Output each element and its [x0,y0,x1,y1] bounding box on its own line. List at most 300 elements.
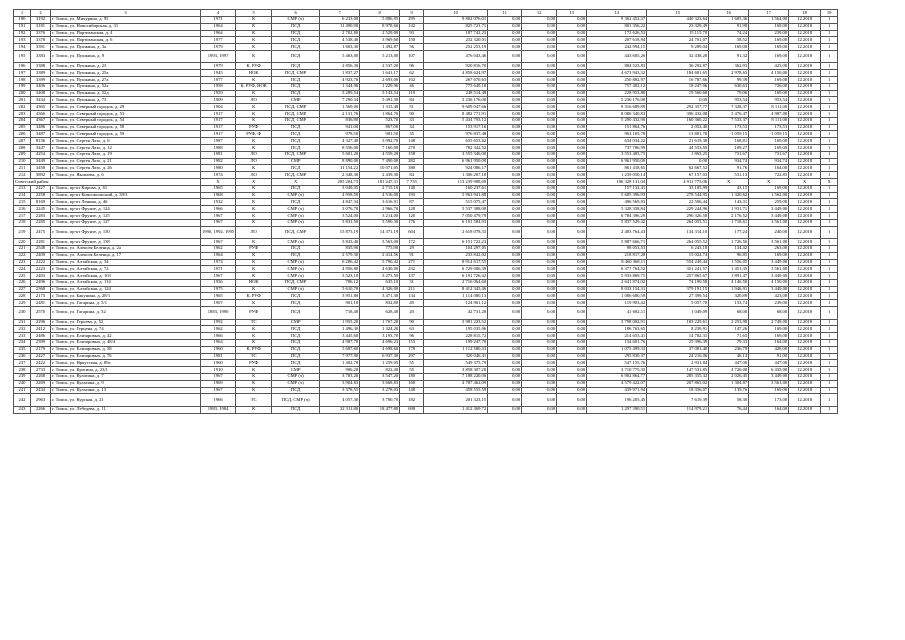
table-cell: 867,00 [360,124,400,131]
table-cell: 1 049,09 [647,307,709,320]
table-cell: 0,00 [557,104,587,111]
table-cell: 0,00 [522,206,557,213]
table-cell: 4 146,50 [709,279,749,286]
table-cell: 0,00 [488,266,522,273]
table-cell: 0,00 [522,70,557,77]
table-cell: К [236,185,272,192]
table-cell: 2 715,10 [360,185,400,192]
table-cell: 6 233,00 [320,17,360,24]
table-cell: 9 802 076,01 [424,17,488,24]
table-cell: 1965 [201,185,236,192]
table-cell: 0,00 [522,387,557,394]
table-cell: 934,74 [709,158,749,165]
table-cell: 2283 [31,213,51,220]
table-cell: 7 977,90 [320,353,360,360]
table-cell: 7 188 220,00 [424,373,488,380]
table-row [14,406,838,413]
table-cell: 4367 [31,117,51,124]
table-cell: 0,00 [522,63,557,70]
table-cell: 7 160,00 [360,145,400,152]
table-cell: 236 [14,353,31,360]
table-cell: ПСД [272,360,320,367]
table-cell: 96 [400,333,424,340]
table-cell: К [236,380,272,387]
table-cell: 1 [821,252,838,259]
table-cell: 782 342,52 [424,145,488,152]
table-cell: 12.2018 [789,293,821,300]
table-row [14,172,838,179]
table-cell: 12.2018 [789,199,821,206]
table-cell: 0,00 [488,172,522,179]
table-cell: 31 [400,279,424,286]
table-cell: 42 731,20 [424,307,488,320]
table-cell: 1969 [201,380,236,387]
table-cell: 2427 [31,185,51,192]
table-cell: Х [272,179,320,186]
table-cell: 1945 [201,70,236,77]
table-cell: 731,67 [709,151,749,158]
table-cell: 0,00 [488,83,522,90]
table-cell: 0,00 [522,300,557,307]
table-cell: 1 [821,23,838,30]
table-cell: 67 157,03 [647,172,709,179]
table-cell: 3192 [31,17,51,24]
table-cell: 496 569,03 [587,199,647,206]
table-cell: 3 378,55 [320,387,360,394]
table-cell: 379 191,15 [647,286,709,293]
table-cell: 169,00 [749,23,789,30]
table-cell: г. Томск, ул. Партизанская, д. 6 [51,37,201,44]
table-row [14,185,838,192]
table-row [14,213,838,220]
table-cell: 1 [821,117,838,124]
table-cell: г. Томск, ул. Алтайская, д. 124 [51,286,201,293]
table-cell: 96,85 [709,252,749,259]
table-cell: 18 356,07 [647,387,709,394]
table-cell: 90 [400,111,424,118]
table-cell: ПСД [272,326,320,333]
table-cell: 233 [14,333,31,340]
table-cell: 1964 [201,30,236,37]
table-cell: 7 533,37 [709,117,749,124]
table-cell: 0,00 [557,172,587,179]
table-cell: г. Томск, ул. Алтайская, д. 103 [51,273,201,280]
table-cell: 12.2018 [789,50,821,63]
table-cell: 2175 [31,293,51,300]
table-row [14,206,838,213]
table-cell: 635,10 [360,279,400,286]
table-cell: 0,00 [488,185,522,192]
table-cell: 0,00 [557,300,587,307]
table-cell: 27 399,54 [647,293,709,300]
table-cell: 1 086 680,59 [587,293,647,300]
table-cell: 12.2018 [789,23,821,30]
table-cell: 0,00 [557,394,587,407]
table-cell: 12.2018 [789,326,821,333]
table-cell: 169,00 [709,44,749,51]
table-cell: К [236,333,272,340]
table-cell: 901,50 [360,131,400,138]
table-cell: 12.2018 [789,273,821,280]
table-cell: ПСД [272,307,320,320]
table-cell: ТС [236,319,272,326]
table-cell: 181 247,31 [360,179,400,186]
table-cell: 16 787,66 [647,77,709,84]
table-cell: 196 205,45 [587,394,647,407]
table-cell: Х [821,179,838,186]
table-cell: 90 [400,319,424,326]
table-cell: 190 [14,17,31,24]
table-cell: 1909 [201,97,236,104]
table-cell: СМР [272,367,320,374]
table-cell: ПСД [272,83,320,90]
table-cell: 8169 [31,199,51,206]
table-cell: г. Томск, ул. Красина, д. 23/1 [51,367,201,374]
table-cell: 231 [14,319,31,326]
table-cell: г. Томск, пр-кт Кирова, д. 61 [51,185,201,192]
table-cell: 1977 [201,37,236,44]
table-row [14,353,838,360]
table-cell: 219 [14,226,31,239]
table-cell: 0,00 [488,319,522,326]
table-cell: 737 786,99 [587,145,647,152]
table-cell: 106 328 131,04 [587,179,647,186]
table-cell: СМР (ч) [272,373,320,380]
table-cell: 232 [14,326,31,333]
table-cell: 1 931,71 [709,206,749,213]
table-cell: ПСД [272,185,320,192]
table-cell: 3486 [31,124,51,131]
table-cell: г. Томск, ул. Партизанская, д. 4 [51,30,201,37]
table-cell: 4 987,00 [749,111,789,118]
table-cell: 1959 [201,90,236,97]
table-cell: 6 784 396,29 [587,213,647,220]
table-cell: 1960 [201,346,236,353]
table-cell: 12.2018 [789,360,821,367]
table-cell: 239,00 [749,300,789,307]
table-cell: 0,00 [557,373,587,380]
table-cell: 8 914 617,55 [424,259,488,266]
table-cell: 8136 [31,138,51,145]
column-number-cell: 13 [557,10,587,17]
column-number-cell: 9 [400,10,424,17]
table-cell: 718,40 [320,307,360,320]
table-cell: 7 755 [400,179,424,186]
table-cell: 20 [400,307,424,320]
table-cell: 1 [821,50,838,63]
table-cell: 12.2018 [789,387,821,394]
table-cell: г. Томск, ул. Героева, д. 52 [51,319,201,326]
table-cell: 0,00 [488,286,522,293]
table-cell: 15 115,70 [647,30,709,37]
table-cell: 296 326,50 [647,213,709,220]
table-cell: 15 875,19 [320,226,360,239]
table-cell: 0,00 [488,252,522,259]
table-cell: 0,00 [557,319,587,326]
table-cell: 210 [14,158,31,165]
table-cell: 0,00 [488,63,522,70]
table-cell: ПСД [272,406,320,413]
table-cell: г. Томск, ул. Кулагина, д. 9 [51,380,201,387]
table-cell: 12.2018 [789,138,821,145]
table-row [14,387,838,394]
table-cell: 13 801,70 [647,131,709,138]
table-cell: 1917 [201,131,236,138]
table-cell: 0,00 [522,226,557,239]
table-row [14,192,838,199]
table-cell: 901,10 [320,300,360,307]
table-cell: 3 449,00 [749,286,789,293]
table-cell: 232 320,01 [424,37,488,44]
table-cell: 0,00 [557,63,587,70]
table-cell: 71,65 [709,333,749,340]
table-cell: 2 579,30 [320,252,360,259]
table-cell: 4 673 943,32 [587,70,647,77]
table-cell: 51 [400,104,424,111]
table-cell: 9 362 452,37 [587,17,647,24]
table-cell: 0,00 [488,206,522,213]
table-cell: 0,00 [557,273,587,280]
table-cell: 1975 [201,286,236,293]
table-row [14,245,838,252]
table-cell: 0,00 [488,300,522,307]
table-cell: СМР (ч) [272,192,320,199]
table-cell: 214 653,41 [587,333,647,340]
table-cell: 186 763,65 [587,326,647,333]
table-cell: 0,00 [488,339,522,346]
table-cell: СМР [272,319,320,326]
table-cell: 1 [821,360,838,367]
table-cell: 1 [821,300,838,307]
table-cell: 655 653,62 [424,138,488,145]
table-cell: 3 449,00 [749,259,789,266]
table-cell: 5 290 432,90 [587,117,647,124]
table-cell: 12.2018 [789,17,821,24]
table-cell: 218 [14,219,31,226]
table-cell: 169,00 [749,252,789,259]
table-cell: ПСД [272,293,320,300]
table-cell: 228 815,72 [424,333,488,340]
table-cell: г. Томск, ул. Северный городок, д. 54 [51,117,201,124]
table-cell: К [236,206,272,213]
table-row [14,226,838,239]
table-cell: г. Томск, ул. Северный городок, д. 59 [51,131,201,138]
table-cell: 0,00 [488,333,522,340]
table-cell: 0,00 [522,172,557,179]
table-cell: 0,00 [522,179,557,186]
table-cell: 2 131,76 [320,111,360,118]
table-cell: 2481 [31,300,51,307]
table-cell: СМР (ч) [272,219,320,226]
table-cell: 0,00 [557,307,587,320]
table-row [14,131,838,138]
table-cell: 1904 [201,104,236,111]
table-cell: 1 [821,172,838,179]
table-cell: 1883, 1990 [201,307,236,320]
table-cell: 0,00 [522,293,557,300]
table-cell: 0,00 [522,50,557,63]
table-cell: 2223 [31,266,51,273]
table-cell: СМР [272,158,320,165]
table-cell: 0,00 [522,23,557,30]
table-cell: 160 [400,380,424,387]
table-cell: 3 193,70 [360,333,400,340]
table-cell: 0,00 [557,326,587,333]
table-cell: 1 [821,279,838,286]
table-cell: ПСД [272,353,320,360]
table-cell: ПСД, СМР [272,70,320,77]
table-cell: 0,00 [557,97,587,104]
table-cell: 113 239 908,00 [424,179,488,186]
table-cell: 822,40 [360,367,400,374]
table-cell: 1 [821,394,838,407]
table-cell: 208 [14,145,31,152]
table-cell: 227 [14,286,31,293]
table-cell: 0,00 [488,131,522,138]
table-cell: 1 946,91 [709,286,749,293]
table-cell: 0,00 [522,339,557,346]
table-cell: 0,00 [522,145,557,152]
table-cell: 233 842,02 [424,252,488,259]
table-cell: 197 [14,70,31,77]
table-cell: 74 190,58 [647,279,709,286]
table-cell: 248 514,48 [424,90,488,97]
table-cell: 12.2018 [789,124,821,131]
table-cell: 169,00 [749,37,789,44]
table-cell: 0,00 [557,30,587,37]
table-cell: 1993, 1997 [201,50,236,63]
table-cell: 3 449,00 [749,206,789,213]
table-cell: г. Томск, ул. Пушкина, д. 23 [51,63,201,70]
table-cell: 55 [400,360,424,367]
table-cell: 2 529,00 [360,30,400,37]
table-cell: 6 151 722,23 [424,239,488,246]
table-cell: 211 [400,286,424,293]
table-cell: 128 [400,206,424,213]
table-cell: 164,00 [749,339,789,346]
table-cell: ТС [236,353,272,360]
table-cell: 757 402,12 [587,83,647,90]
table-cell: 0,00 [488,307,522,320]
table-cell: СМР (ч) [272,266,320,273]
table-cell: 1967 [201,373,236,380]
table-cell: 0,00 [557,50,587,63]
table-cell: К [236,286,272,293]
column-number-cell: 14 [587,10,647,17]
table-cell: 0,00 [522,307,557,320]
table-cell: 213 [14,185,31,192]
table-cell: 10 071,05 [360,165,400,172]
table-cell: 0,00 [488,279,522,286]
table-cell: 56 [400,44,424,51]
table-cell: 201 [14,97,31,104]
table-cell: г. Томск, ул. Пушкина, д. 73 [51,97,201,104]
table-cell: 3 049,35 [320,185,360,192]
table-cell: 1965 [201,293,236,300]
table-cell: 0,00 [647,97,709,104]
table-cell: ПСД [272,30,320,37]
table-cell: 7 050 479,79 [424,213,488,220]
table-cell: 0,00 [522,360,557,367]
table-cell: К [236,117,272,124]
table-cell: 3 710 775,35 [587,367,647,374]
table-cell: 2399 [31,339,51,346]
table-cell: 3 449,00 [749,273,789,280]
table-cell: 549 375,79 [424,360,488,367]
table-cell: К [236,219,272,226]
table-cell: г. Томск, ул. Елизаровых, д. 58 [51,346,201,353]
table-cell: 2 439,30 [360,172,400,179]
table-cell: 1974 [201,172,236,179]
table-cell: 229 [14,300,31,307]
table-cell: 12.2018 [789,192,821,199]
table-cell: 8 111,00 [749,117,789,124]
table-cell: 292 357,77 [647,104,709,111]
table-cell: 2 253,98 [709,319,749,326]
table-cell: 5 610,70 [320,286,360,293]
table-cell: 169,00 [749,333,789,340]
table-cell: 12.2018 [789,111,821,118]
table-cell: 74,24 [709,30,749,37]
table-cell: 182 [400,394,424,407]
table-cell: 5 491,30 [360,97,400,104]
table-row [14,300,838,307]
table-cell: 1 [821,367,838,374]
table-cell: ЛО [236,226,272,239]
table-cell: 295 830,37 [587,353,647,360]
table-cell: 428,00 [749,346,789,353]
table-cell: 148 [400,138,424,145]
table-row [14,293,838,300]
table-cell: ПСД [272,199,320,206]
table-cell: 0,00 [557,199,587,206]
table-cell: 1 837,27 [320,70,360,77]
table-cell: 12.2018 [789,151,821,158]
table-cell: 0,00 [557,406,587,413]
table-cell: 23 329,49 [647,23,709,30]
table-cell: г. Томск, ул. Лебедева, д. 11 [51,406,201,413]
table-cell: 12.2018 [789,206,821,213]
table-cell: г. Томск, ул. Кулагина, д. 13 [51,387,201,394]
table-cell: 0,00 [522,380,557,387]
table-cell: ПСД [272,138,320,145]
table-cell: 79,33 [709,339,749,346]
table-cell: 0,00 [488,226,522,239]
table-cell: 195 [14,50,31,63]
table-cell: 1 641,17 [360,70,400,77]
table-cell: 0,00 [522,367,557,374]
table-cell: 214 [14,192,31,199]
table-cell: 0,00 [488,37,522,44]
table-cell: СМР (ч) [272,259,320,266]
table-cell: 1956 [201,279,236,286]
table-cell: 0,00 [488,17,522,24]
table-cell: 531,13 [709,172,749,179]
table-row [14,17,838,24]
table-cell: 257 865,67 [647,273,709,280]
table-cell: РУФ [236,124,272,131]
table-cell: 4 987,70 [320,339,360,346]
table-cell: 84 [400,172,424,179]
table-cell: 240,00 [749,226,789,239]
table-cell: 1 402,70 [320,360,360,367]
table-cell: 3 561,00 [749,219,789,226]
table-cell: 3 449,00 [749,373,789,380]
table-cell: 447,00 [749,360,789,367]
table-cell: 184 681,65 [647,70,709,77]
table-cell: 243 [14,406,31,413]
table-cell: ПСД, СМР [272,226,320,239]
